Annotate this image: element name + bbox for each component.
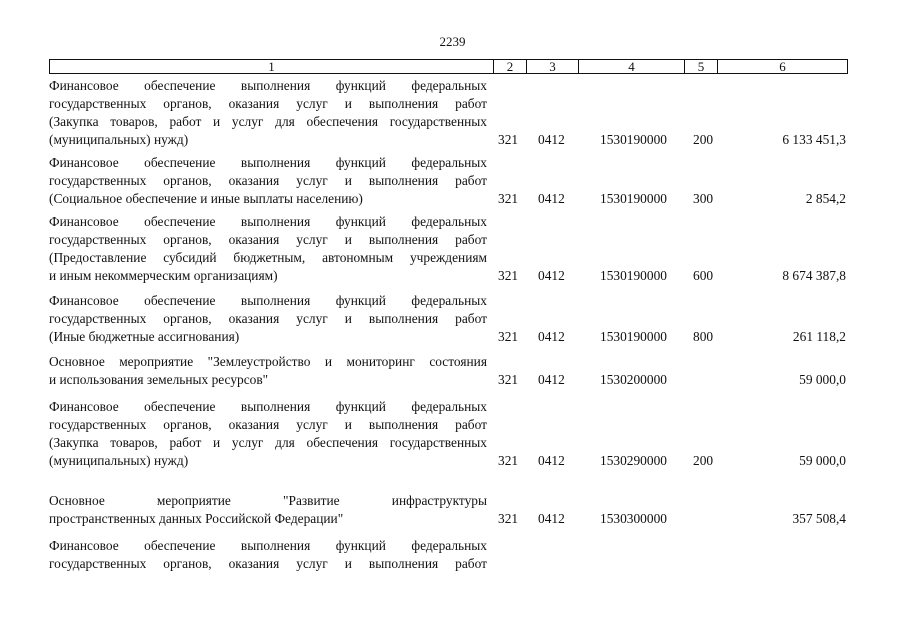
description-line: государственных органов, оказания услуг и выполнения работ xyxy=(49,311,487,326)
description-line: (Закупка товаров, работ и услуг для обеспечения государственных xyxy=(49,114,487,129)
description-line: государственных органов, оказания услуг и выполнения работ xyxy=(49,96,487,111)
cell-vr: 800 xyxy=(693,329,714,344)
column-header-1: 1 xyxy=(50,60,494,73)
description-line: и иным некоммерческим организациям) xyxy=(49,268,278,283)
description-line: пространственных данных Российской Федерации" xyxy=(49,511,344,526)
table-row xyxy=(49,213,848,285)
description-line: государственных органов, оказания услуг и выполнения работ xyxy=(49,173,487,188)
cell-csr: 1530190000 xyxy=(600,329,667,344)
table-row xyxy=(49,292,848,346)
cell-rz: 321 xyxy=(498,191,519,206)
table-row xyxy=(49,154,848,208)
row-description xyxy=(49,154,487,208)
table-header-row xyxy=(49,59,848,74)
description-line: государственных органов, оказания услуг и выполнения работ xyxy=(49,417,487,432)
column-header-5: 5 xyxy=(685,60,718,73)
cell-sum: 59 000,0 xyxy=(799,453,846,468)
cell-pr: 0412 xyxy=(538,372,565,387)
cell-pr: 0412 xyxy=(538,268,565,283)
description-line: Финансовое обеспечение выполнения функций федеральных xyxy=(49,214,487,229)
cell-rz: 321 xyxy=(498,453,519,468)
cell-sum: 59 000,0 xyxy=(799,372,846,387)
cell-csr: 1530200000 xyxy=(600,372,667,387)
cell-csr: 1530300000 xyxy=(600,511,667,526)
cell-rz: 321 xyxy=(498,511,519,526)
cell-rz: 321 xyxy=(498,132,519,147)
description-line: Основное мероприятие "Развитие инфраструктуры xyxy=(49,493,487,508)
description-line: (Предоставление субсидий бюджетным, автономным учреждениям xyxy=(49,250,487,265)
cell-rz: 321 xyxy=(498,372,519,387)
column-header-6: 6 xyxy=(779,59,786,74)
column-header-4: 4 xyxy=(579,60,685,73)
cell-vr: 300 xyxy=(693,191,714,206)
cell-sum: 357 508,4 xyxy=(792,511,846,526)
description-line: Финансовое обеспечение выполнения функций федеральных xyxy=(49,399,487,414)
table-row xyxy=(49,77,848,149)
cell-vr: 200 xyxy=(693,132,714,147)
cell-vr: 600 xyxy=(693,268,714,283)
cell-csr: 1530190000 xyxy=(600,268,667,283)
cell-sum: 2 854,2 xyxy=(805,191,846,206)
cell-pr: 0412 xyxy=(538,329,565,344)
cell-csr: 1530190000 xyxy=(600,191,667,206)
description-line: Финансовое обеспечение выполнения функций федеральных xyxy=(49,538,487,553)
table-row xyxy=(49,492,848,528)
row-description xyxy=(49,213,487,285)
table-row xyxy=(49,398,848,470)
row-description xyxy=(49,537,487,573)
column-header-2: 2 xyxy=(494,60,527,73)
table-row xyxy=(49,537,848,573)
description-line: Основное мероприятие "Землеустройство и мониторинг состояния xyxy=(49,354,487,369)
description-line: и использования земельных ресурсов" xyxy=(49,372,269,387)
table-row xyxy=(49,353,848,389)
row-description xyxy=(49,398,487,470)
row-description xyxy=(49,492,487,528)
description-line: Финансовое обеспечение выполнения функций федеральных xyxy=(49,155,487,170)
description-line: государственных органов, оказания услуг и выполнения работ xyxy=(49,556,487,571)
description-line: Финансовое обеспечение выполнения функций федеральных xyxy=(49,293,487,308)
cell-pr: 0412 xyxy=(538,453,565,468)
cell-vr: 200 xyxy=(693,453,714,468)
cell-sum: 261 118,2 xyxy=(792,329,846,344)
row-description xyxy=(49,292,487,346)
cell-rz: 321 xyxy=(498,268,519,283)
description-line: Финансовое обеспечение выполнения функций федеральных xyxy=(49,78,487,93)
cell-rz: 321 xyxy=(498,329,519,344)
page-number: 2239 xyxy=(439,34,466,49)
cell-sum: 8 674 387,8 xyxy=(782,268,846,283)
cell-pr: 0412 xyxy=(538,191,565,206)
cell-sum: 6 133 451,3 xyxy=(782,132,846,147)
description-line: (Иные бюджетные ассигнования) xyxy=(49,329,240,344)
description-line: (муниципальных) нужд) xyxy=(49,453,189,468)
cell-csr: 1530190000 xyxy=(600,132,667,147)
column-header-3: 3 xyxy=(527,60,579,73)
description-line: государственных органов, оказания услуг и выполнения работ xyxy=(49,232,487,247)
cell-csr: 1530290000 xyxy=(600,453,667,468)
cell-pr: 0412 xyxy=(538,132,565,147)
row-description xyxy=(49,353,487,389)
cell-pr: 0412 xyxy=(538,511,565,526)
description-line: (Социальное обеспечение и иные выплаты населению) xyxy=(49,191,363,206)
description-line: (Закупка товаров, работ и услуг для обеспечения государственных xyxy=(49,435,487,450)
description-line: (муниципальных) нужд) xyxy=(49,132,189,147)
row-description xyxy=(49,77,487,149)
